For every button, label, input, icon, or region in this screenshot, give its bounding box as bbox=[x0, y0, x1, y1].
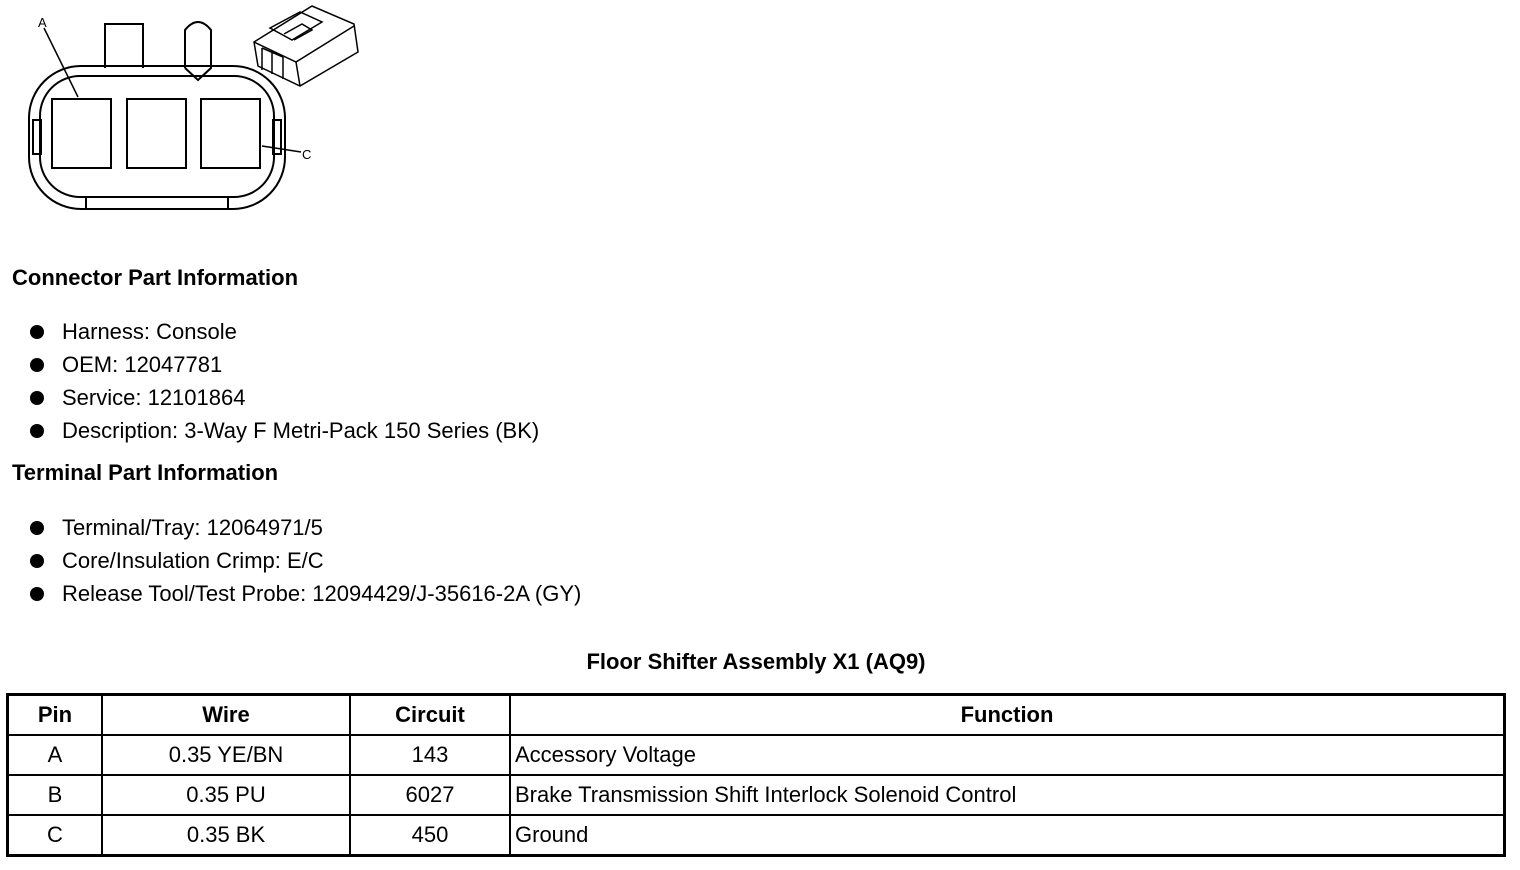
bullet-icon bbox=[30, 521, 44, 535]
column-header-wire: Wire bbox=[102, 695, 350, 736]
list-item bbox=[28, 351, 539, 384]
list-item bbox=[28, 384, 539, 417]
cell-pin: A bbox=[8, 735, 103, 775]
callout-a-leader bbox=[44, 28, 78, 97]
cell-pin: C bbox=[8, 815, 103, 856]
table-row bbox=[8, 775, 1505, 815]
connector-part-info-heading: Connector Part Information bbox=[12, 265, 299, 290]
terminal-part-info-list bbox=[28, 514, 581, 613]
connector-part-info-list bbox=[28, 318, 539, 450]
connector-housing-outer bbox=[29, 66, 285, 209]
cavity-c bbox=[201, 99, 260, 168]
list-item-text: Harness: Console bbox=[62, 319, 237, 344]
cavity-a bbox=[52, 99, 111, 168]
table-row bbox=[8, 735, 1505, 775]
pin-table bbox=[6, 693, 1506, 857]
table-header-row bbox=[8, 695, 1505, 736]
pin-c-callout-label: C bbox=[302, 147, 312, 162]
bullet-icon bbox=[30, 391, 44, 405]
list-item-text: Terminal/Tray: 12064971/5 bbox=[62, 515, 323, 540]
pin-a-callout-label: A bbox=[38, 15, 47, 30]
pin-table-title: Floor Shifter Assembly X1 (AQ9) bbox=[586, 649, 926, 674]
cell-function: Accessory Voltage bbox=[510, 735, 1505, 775]
bullet-icon bbox=[30, 554, 44, 568]
cavity-b bbox=[127, 99, 186, 168]
cell-pin: B bbox=[8, 775, 103, 815]
list-item bbox=[28, 514, 581, 547]
cell-function: Ground bbox=[510, 815, 1505, 856]
bullet-icon bbox=[30, 587, 44, 601]
cell-wire: 0.35 YE/BN bbox=[102, 735, 350, 775]
cell-wire: 0.35 BK bbox=[102, 815, 350, 856]
bullet-icon bbox=[30, 325, 44, 339]
list-item bbox=[28, 417, 539, 450]
list-item-text: OEM: 12047781 bbox=[62, 352, 223, 377]
list-item bbox=[28, 318, 539, 351]
cell-wire: 0.35 PU bbox=[102, 775, 350, 815]
cell-function: Brake Transmission Shift Interlock Solenoid Control bbox=[510, 775, 1505, 815]
list-item bbox=[28, 547, 581, 580]
connector-locator-tab-right bbox=[185, 22, 211, 80]
cell-circuit: 143 bbox=[350, 735, 510, 775]
bullet-icon bbox=[30, 424, 44, 438]
list-item-text: Description: 3-Way F Metri-Pack 150 Series (BK) bbox=[62, 418, 540, 443]
connector-3d-view bbox=[254, 6, 358, 86]
table-row bbox=[8, 815, 1505, 856]
list-item bbox=[28, 580, 581, 613]
connector-face-diagram bbox=[0, 0, 380, 225]
column-header-function: Function bbox=[510, 695, 1505, 736]
connector-latch-tab-left bbox=[105, 24, 143, 68]
cell-circuit: 6027 bbox=[350, 775, 510, 815]
connector-housing-inner bbox=[40, 76, 274, 197]
column-header-circuit: Circuit bbox=[350, 695, 510, 736]
bullet-icon bbox=[30, 358, 44, 372]
list-item-text: Service: 12101864 bbox=[62, 385, 246, 410]
cell-circuit: 450 bbox=[350, 815, 510, 856]
list-item-text: Release Tool/Test Probe: 12094429/J-35616-2A (GY) bbox=[62, 581, 582, 606]
column-header-pin: Pin bbox=[8, 695, 103, 736]
terminal-part-info-heading: Terminal Part Information bbox=[12, 460, 279, 485]
list-item-text: Core/Insulation Crimp: E/C bbox=[62, 548, 324, 573]
